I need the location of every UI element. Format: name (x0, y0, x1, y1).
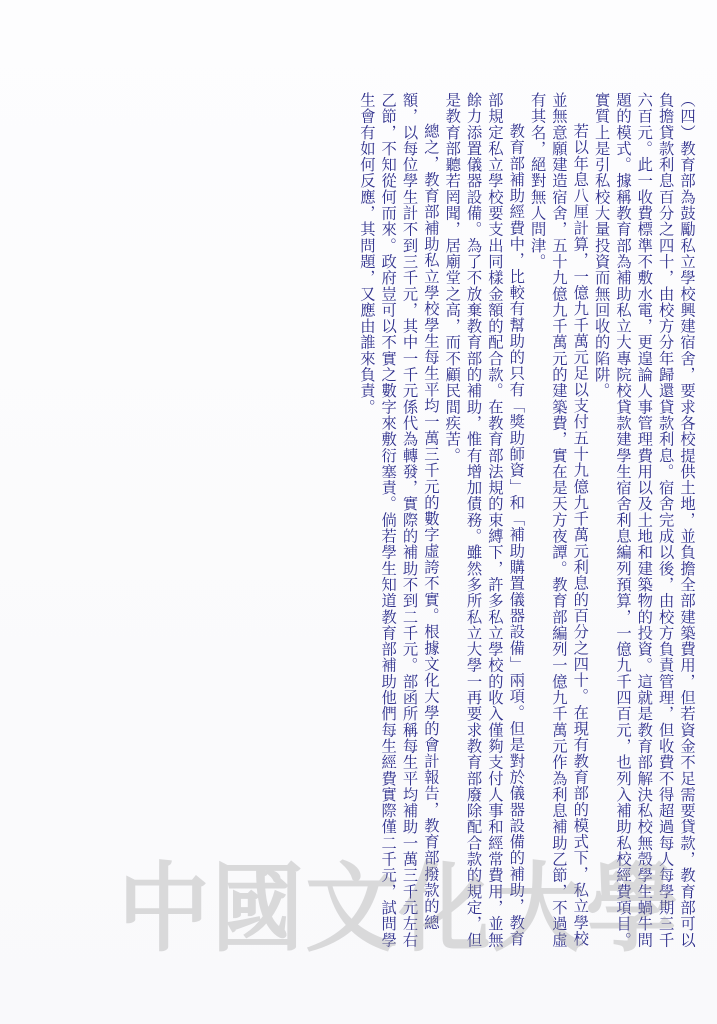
document-body (356, 92, 698, 952)
watermark-char: 文 (305, 851, 398, 966)
paragraph-section-four: （四）教育部為鼓勵私立學校興建宿舍，要求各校提供土地，並負擔全部建築費用，但若資金不足需要貸款，教育部可以負擔貸款利息百分之四十，由校方分年歸還貸款利息。宿舍完成以後，由校方負責管理，但收費不得超過每人每學期三千六百元。此一收費標準不敷水電，更遑論人事管理費用以及土地和建築物的投資。這就是教育部解決私校無殼學生蝸牛問題的模式。據稱教育部為補助私立大專院校貸款建學生宿舍利息編列預算，一億九千四百元，也列入補助私校經費項目。實質上是引私校大量投資而無回收的陷阱。 (592, 92, 696, 948)
paragraph-interest-calculation: 若以年息八厘計算，一億九千萬元足以支付五十九億九千萬元利息的百分之四十。在現有教育部的模式下，私立學校並無意願建造宿舍，五十九億九千萬元的建築費，實在是天方夜譚。教育部編列一億九千萬元作為利息補助乙節，不過虛有其名，絕對無人問津。 (528, 92, 590, 948)
watermark-char: 學 (585, 851, 678, 966)
paragraph-conclusion: 總之，教育部補助私立學校學生每生平均一萬三千元的數字虛誇不實。根據文化大學的會計報告，教育部撥款的總額，以每位學生計不到三千元，其中一千元係代為轉發，實際的補助不到二千元。部函所稱每生平均補助一萬三千元左右乙節，不知從何而來。政府豈可以不實之數字來敷衍塞責。倘若學生知道教育部補助他們每生經費實際僅二千元，試問學生會有如何反應，其問題，又應由誰來負責。 (357, 92, 440, 948)
paragraph-equipment-subsidy: 教育部補助經費中，比較有幫助的只有「獎助師資」和「補助購置儀器設備」兩項。但是對於儀器設備的補助，教育部規定私立學校要支出同樣金額的配合款。在教育部法規的束縛下，許多私立學校的收入僅夠支付人事和經常費用，並無餘力添置儀器設備。為了不放棄教育部的補助，惟有增加債務。雖然多所私立大學一再要求教育部廢除配合款的規定，但是教育部聽若罔聞，居廟堂之高，而不顧民間疾苦。 (443, 92, 526, 948)
watermark-char: 大 (492, 851, 585, 966)
watermark-char: 中 (118, 851, 211, 966)
watermark-char: 國 (211, 851, 304, 966)
watermark-char: 化 (398, 851, 491, 966)
